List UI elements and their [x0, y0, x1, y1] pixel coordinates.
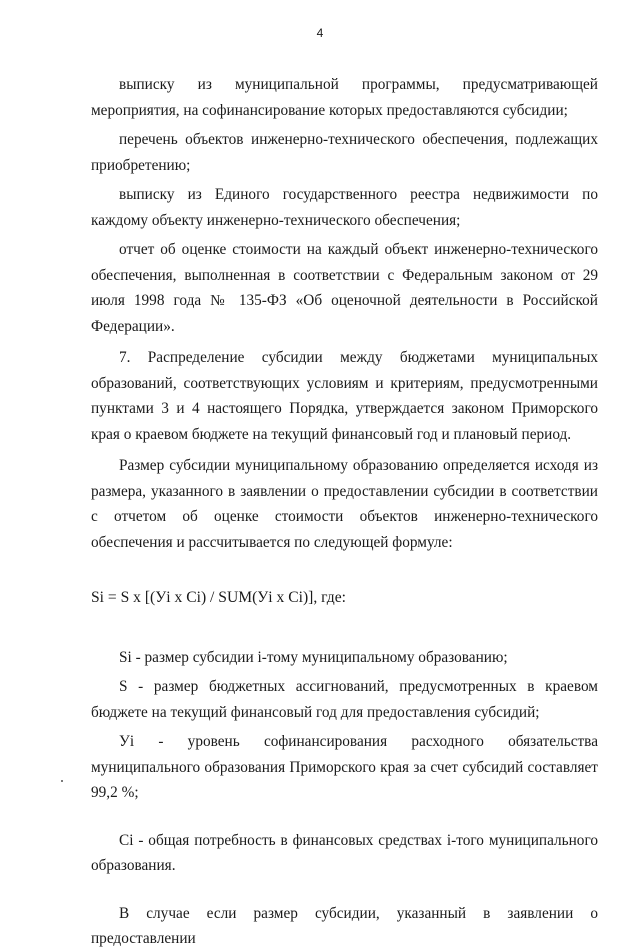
definition-ci: Ci - общая потребность в финансовых средствах i-того муниципального образования. — [91, 831, 598, 874]
page-number: 4 — [316, 26, 324, 40]
paragraph-valuation-report: отчет об оценке стоимости на каждый объект инженерно-технического обеспечения, выполненная в соответствии с Федеральным законом от 29 июля 1998 года № 135-ФЗ «Об оценочной деятельности в Российской Федерации». — [91, 241, 598, 335]
paragraph-closing: В случае если размер субсидии, указанный в заявлении о предоставлении — [91, 904, 598, 947]
document-body — [91, 72, 598, 952]
subsidy-formula: Si = S x [(Уi x Ci) / SUM(Уi x Ci)], где: — [91, 589, 346, 606]
paragraph-subsidy-size: Размер субсидии муниципальному образованию определяется исходя из размера, указанного в заявлении о предоставлении субсидии в соответствии с отчетом об оценке стоимости объектов инженерно-технического обеспечения и рассчитывается по следующей формуле: — [91, 457, 598, 551]
paragraph-registry-extract: выписку из Единого государственного реестра недвижимости по каждому объекту инженерно-технического обеспечения; — [91, 186, 598, 229]
definition-si: Si - размер субсидии i-тому муниципальному образованию; — [119, 648, 508, 666]
paragraph-objects-list: перечень объектов инженерно-технического обеспечения, подлежащих приобретению; — [91, 131, 598, 174]
scan-speck — [61, 780, 63, 782]
paragraph-program-extract: выписку из муниципальной программы, предусматривающей мероприятия, на софинансирование которых предоставляются субсидии; — [91, 76, 598, 119]
definition-yi: Уi - уровень софинансирования расходного обязательства муниципального образования Приморского края за счет субсидий составляет 99,2 %; — [91, 733, 598, 801]
paragraph-item-7: 7. Распределение субсидии между бюджетами муниципальных образований, соответствующих условиям и критериям, предусмотренными пунктами 3 и 4 настоящего Порядка, утверждается законом Приморского края о краевом бюджете на текущий финансовый год и плановый период. — [91, 349, 598, 443]
definition-s: S - размер бюджетных ассигнований, предусмотренных в краевом бюджете на текущий финансовый год для предоставления субсидий; — [91, 678, 598, 721]
